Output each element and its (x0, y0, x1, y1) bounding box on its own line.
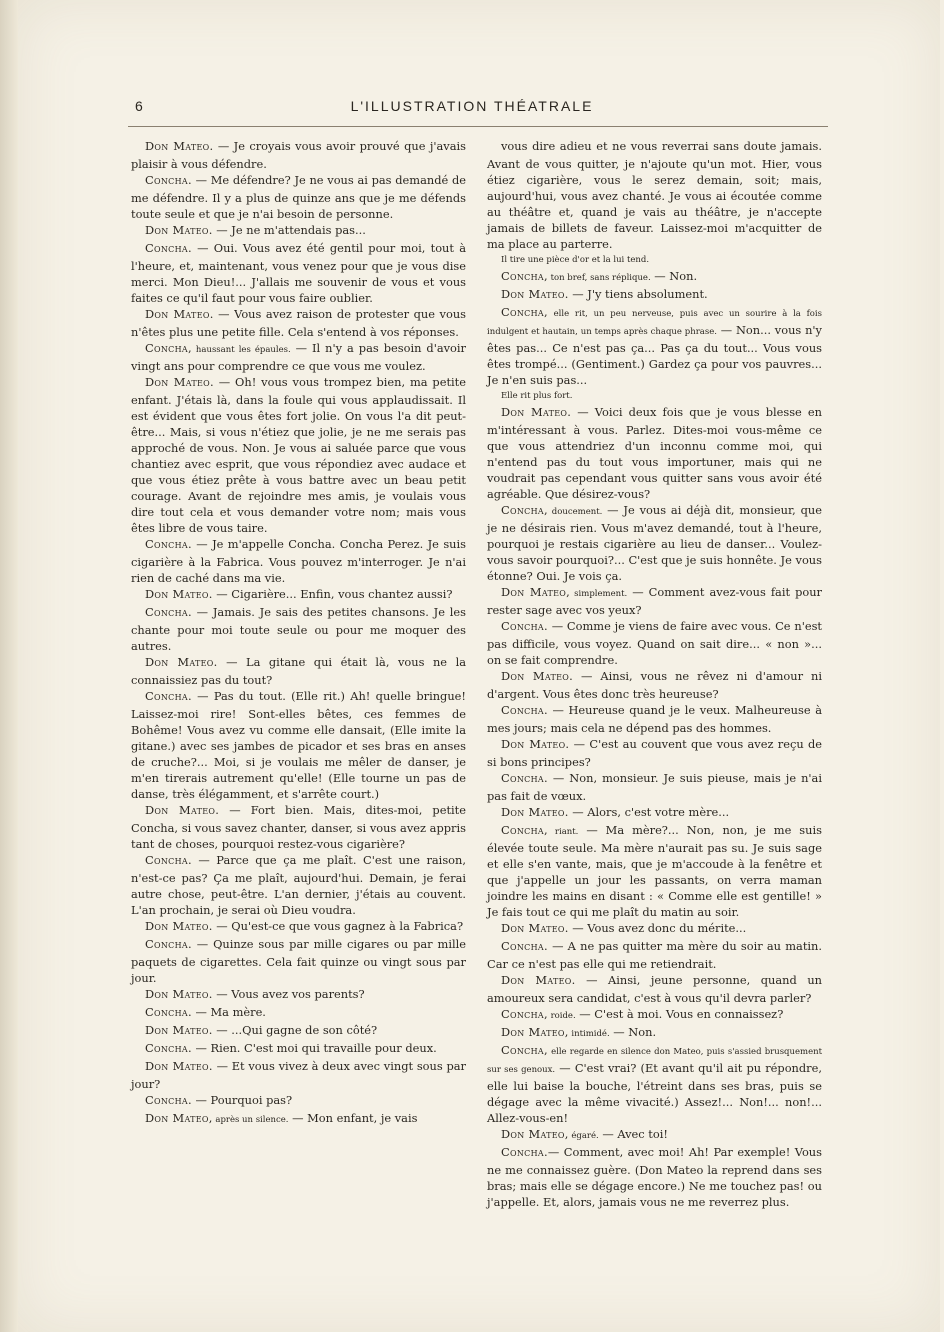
speaker-name: Concha, (145, 341, 192, 355)
speaker-name: Don Mateo. (145, 919, 213, 933)
speaker-name: Don Mateo, (501, 1025, 569, 1039)
dialogue-text: — Non... vous n'y êtes pas... Ce n'est pas ça... Pas ça du tout... Vous vous êtes trompé... (Gentiment.) Gardez ça pour vos pauvres... Je n'en suis pas... (487, 323, 822, 387)
speaker-name: Don Mateo. (145, 1059, 213, 1073)
speaker-name: Concha. (145, 937, 192, 951)
dialogue-text: — Voici deux fois que je vous blesse en m'intéressant à vous. Parlez. Dites-moi vous-même ce que vous attendriez d'un inconnu comme moi, qui n'entend pas du tout vous importuner, mais qui ne voudrait pas cependant vous quitter sans vous avoir été agréable. Que désirez-vous? (487, 405, 822, 501)
dialogue-text: — ...Qui gagne de son côté? (212, 1023, 378, 1037)
stage-direction: haussant les épaules. (191, 345, 291, 355)
dialogue-line (487, 286, 822, 304)
dialogue-text: — Oh! vous vous trompez bien, ma petite enfant. J'étais là, dans la foule qui vous applaudissait. Il est évident que vous êtes fort jolie. On vous l'a dit peut-être... Mais, si vous n'étiez que jolie, je ne me serais pas approché de vous. Non. Je vous ai saluée parce que vous chantiez avec esprit, que vous répondiez avec audace et que vous étiez prête à vous battre avec un beau petit courage. Avant de rejoindre mes amis, je voulais vous dire tout cela et vous demander votre nom; mais vous êtes libre de vous taire. (131, 375, 466, 535)
dialogue-text: — J'y tiens absolument. (568, 287, 708, 301)
speaker-name: Don Mateo. (501, 669, 574, 683)
speaker-name: Concha, (501, 1007, 548, 1021)
stage-direction: doucement. (547, 507, 603, 517)
dialogue-text: — Qu'est-ce que vous gagnez à la Fabrica? (212, 919, 464, 933)
dialogue-line (131, 1110, 466, 1128)
speaker-name: Concha. (145, 173, 192, 187)
speaker-name: Don Mateo. (145, 655, 218, 669)
dialogue-line (487, 268, 822, 286)
dialogue-line (131, 688, 466, 802)
speaker-name: Concha. (501, 703, 548, 717)
stage-direction: elle regarde en silence don Mateo, puis s'assied brusquement sur ses genoux. (487, 1047, 822, 1075)
stage-direction: ton bref, sans réplique. (547, 273, 651, 283)
dialogue-text: — Rien. C'est moi qui travaille pour deux. (191, 1041, 437, 1055)
dialogue-text: — Pas du tout. (Elle rit.) Ah! quelle bringue! Laissez-moi rire! Sont-elles bêtes, ces femmes de Bohême! Vous avez vu comme elle dansait, (Elle imite la gitane.) avec ses jambes de picador et ses bras en anses de cruche?... Moi, si je voulais me mêler de danser, je m'en tirerais autrement qu'elle! (Elle tourne un pas de danse, très élégamment, et s'arrête court.) (131, 689, 466, 801)
dialogue-text: — Non. (650, 269, 698, 283)
dialogue-text: vous dire adieu et ne vous reverrai sans doute jamais. Avant de vous quitter, je n'ajoute qu'un mot. Hier, vous étiez cigarière, vous le serez demain, soit; mais, aujourd'hui, vous avez chanté. Je vous ai écoutée comme au théâtre et, quand je vais au théâtre, je n'accepte jamais de billets de faveur. Laissez-moi m'acquitter de ma place au parterre. (487, 139, 822, 251)
dialogue-line (131, 986, 466, 1004)
speaker-name: Don Mateo, (501, 1127, 569, 1141)
dialogue-text: — Oui. Vous avez été gentil pour moi, tout à l'heure, et, maintenant, vous venez pour que je vous dise merci. Mon Dieu!... J'allais me souvenir de vous et vous faites ce qu'il faut pour vous faire oublier. (131, 241, 466, 305)
dialogue-line (131, 138, 466, 172)
speaker-name: Concha, (501, 503, 548, 517)
speaker-name: Concha. (145, 605, 192, 619)
dialogue-text: — La gitane qui était là, vous ne la connaissiez pas du tout? (131, 655, 467, 687)
dialogue-text: — Mon enfant, je vais (288, 1111, 418, 1125)
dialogue-line (131, 918, 466, 936)
speaker-name: Concha. (145, 853, 192, 867)
speaker-name: Don Mateo. (145, 803, 220, 817)
speaker-name: Don Mateo. (145, 223, 213, 237)
speaker-name: Don Mateo. (501, 287, 569, 301)
speaker-name: Don Mateo. (501, 405, 572, 419)
dialogue-text: — Je m'appelle Concha. Concha Perez. Je suis cigarière à la Fabrica. Vous pouvez m'interroger. Je n'ai rien de caché dans ma vie. (131, 537, 466, 585)
stage-direction: elle rit, un peu nerveuse, puis avec un sourire à la fois indulgent et hautain, un temps après chaque phrase. (487, 309, 822, 337)
speaker-name: Don Mateo. (145, 1023, 213, 1037)
dialogue-line (487, 736, 822, 770)
speaker-name: Don Mateo. (501, 973, 576, 987)
journal-title: L'ILLUSTRATION THÉATRALE (350, 98, 594, 114)
dialogue-line (487, 1024, 822, 1042)
dialogue-line (131, 1022, 466, 1040)
dialogue-line (131, 1092, 466, 1110)
speaker-name: Concha. (145, 1041, 192, 1055)
dialogue-text: — Ainsi, jeune personne, quand un amoureux sera candidat, c'est à vous qu'il devra parler? (487, 973, 822, 1005)
dialogue-line (131, 654, 466, 688)
speaker-name: Don Mateo. (501, 737, 570, 751)
dialogue-line (487, 404, 822, 502)
dialogue-line (131, 240, 466, 306)
dialogue-text: — Non, monsieur. Je suis pieuse, mais je n'ai pas fait de vœux. (487, 771, 822, 803)
speaker-name: Concha. (501, 1145, 548, 1159)
speaker-name: Concha, (501, 305, 548, 319)
speaker-name: Don Mateo. (145, 307, 214, 321)
dialogue-line (487, 804, 822, 822)
speaker-name: Concha, (501, 1043, 548, 1057)
dialogue-line (131, 852, 466, 918)
dialogue-text: — Et vous vivez à deux avec vingt sous par jour? (131, 1059, 466, 1091)
stage-direction: riant. (547, 827, 579, 837)
left-column (131, 138, 466, 1128)
speaker-name: Concha. (145, 537, 192, 551)
stage-direction-text: Elle rit plus fort. (501, 391, 573, 401)
dialogue-text: — Comment avez-vous fait pour rester sage avec vos yeux? (487, 585, 822, 617)
stage-direction-line (487, 389, 822, 403)
page-header (0, 98, 944, 120)
dialogue-line (131, 802, 466, 852)
dialogue-text: — Vous avez donc du mérite... (568, 921, 747, 935)
speaker-name: Concha. (501, 939, 548, 953)
stage-direction: intimidé. (568, 1029, 610, 1039)
dialogue-line (131, 586, 466, 604)
dialogue-line (131, 374, 466, 536)
dialogue-text: — Parce que ça me plaît. C'est une raison, n'est-ce pas? Ça me plaît, aujourd'hui. Demain, je ferai autre chose, peut-être. L'an dernier, j'étais au couvent. L'an prochain, je serai où Dieu voudra. (131, 853, 466, 917)
stage-direction: après un silence. (212, 1115, 289, 1125)
dialogue-line (487, 584, 822, 618)
dialogue-line (487, 938, 822, 972)
speaker-name: Don Mateo. (145, 587, 213, 601)
dialogue-text: — Fort bien. Mais, dites-moi, petite Concha, si vous savez chanter, danser, si vous avez appris tant de choses, pourquoi restez-vous cigarière? (131, 803, 467, 851)
speaker-name: Don Mateo. (501, 805, 569, 819)
speaker-name: Concha, (501, 823, 548, 837)
dialogue-text: — Vous avez vos parents? (212, 987, 365, 1001)
dialogue-text: — Me défendre? Je ne vous ai pas demandé de me défendre. Il y a plus de quinze ans que je me défends toute seule et que je n'ai besoin de personne. (131, 173, 466, 221)
dialogue-line (487, 618, 822, 668)
dialogue-text: — C'est vrai? (Et avant qu'il ait pu répondre, elle lui baise la bouche, l'étreint dans ses bras, puis se dégage avec la même vivacité.) Assez!... Non!... non!... Allez-vous-en! (487, 1061, 822, 1125)
dialogue-text: — Avec toi! (598, 1127, 668, 1141)
dialogue-text: — Jamais. Je sais des petites chansons. Je les chante pour moi toute seule ou pour me moquer des autres. (131, 605, 466, 653)
dialogue-text: — Alors, c'est votre mère... (568, 805, 730, 819)
dialogue-line (487, 1042, 822, 1126)
speaker-name: Concha. (501, 619, 548, 633)
dialogue-text: — Ainsi, vous ne rêvez ni d'amour ni d'argent. Vous êtes donc très heureuse? (487, 669, 823, 701)
dialogue-line (487, 1144, 822, 1210)
speaker-name: Don Mateo. (145, 987, 213, 1001)
dialogue-line (131, 306, 466, 340)
dialogue-text: — Non. (609, 1025, 657, 1039)
dialogue-line (487, 304, 822, 388)
dialogue-text: — Heureuse quand je le veux. Malheureuse à mes jours; mais cela ne dépend pas des hommes. (487, 703, 822, 735)
speaker-name: Concha. (145, 241, 192, 255)
stage-direction: roide. (547, 1011, 576, 1021)
dialogue-line (487, 668, 822, 702)
speaker-name: Don Mateo. (145, 375, 214, 389)
dialogue-text: — Ma mère?... Non, non, je me suis élevée toute seule. Ma mère n'aurait pas su. Je suis sage et elle s'en vante, mais, que je m'accoude à la fenêtre et que j'appelle un jour les passants, on verra maman joindre les mains en disant : « Comme elle est gentille! » Je fais tout ce qui me plaît du matin au soir. (487, 823, 822, 919)
dialogue-line (487, 502, 822, 584)
dialogue-text: — Ma mère. (191, 1005, 266, 1019)
speaker-name: Concha. (145, 1093, 192, 1107)
dialogue-line (487, 972, 822, 1006)
speaker-name: Don Mateo. (145, 139, 214, 153)
stage-direction-line (487, 253, 822, 267)
dialogue-line (131, 1004, 466, 1022)
dialogue-line (487, 1006, 822, 1024)
speaker-name: Concha. (145, 689, 192, 703)
stage-direction: simplement. (570, 589, 628, 599)
dialogue-text: — Quinze sous par mille cigares ou par mille paquets de cigarettes. Cela fait quinze ou vingt sous par jour. (131, 937, 466, 985)
dialogue-line (131, 222, 466, 240)
dialogue-text: — Je ne m'attendais pas... (212, 223, 366, 237)
page-edge (0, 0, 18, 1332)
dialogue-line (131, 1058, 466, 1092)
dialogue-line (131, 1040, 466, 1058)
dialogue-line (487, 920, 822, 938)
speaker-name: Concha, (501, 269, 548, 283)
stage-direction: égaré. (568, 1131, 599, 1141)
dialogue-text: — C'est au couvent que vous avez reçu de si bons principes? (487, 737, 822, 769)
dialogue-line (487, 702, 822, 736)
dialogue-line (487, 138, 822, 252)
dialogue-line (131, 936, 466, 986)
dialogue-text: — Vous avez raison de protester que vous n'êtes plus une petite fille. Cela s'entend à vos réponses. (131, 307, 467, 339)
speaker-name: Concha. (145, 1005, 192, 1019)
speaker-name: Concha. (501, 771, 548, 785)
dialogue-line (131, 604, 466, 654)
dialogue-text: — Je vous ai déjà dit, monsieur, que je ne désirais rien. Vous m'avez demandé, tout à l'heure, pourquoi je restais cigarière au lieu de danser... Voulez-vous savoir pourquoi?... C'est que je suis honnête. Je vous étonne? Oui. Je vois ça. (487, 503, 822, 583)
dialogue-text: — Comment, avec moi! Ah! Par exemple! Vous ne me connaissez guère. (Don Mateo la reprend dans ses bras; mais elle se dégage encore.) Ne me touchez pas! ou j'appelle. Et, alors, jamais vous ne me reverrez plus. (487, 1145, 822, 1209)
right-column (487, 138, 822, 1210)
dialogue-line (131, 536, 466, 586)
dialogue-line (131, 340, 466, 374)
dialogue-line (487, 1126, 822, 1144)
dialogue-line (487, 822, 822, 920)
dialogue-text: — Pourquoi pas? (191, 1093, 293, 1107)
page-number: 6 (135, 98, 143, 114)
dialogue-text: — Je croyais vous avoir prouvé que j'avais plaisir à vous défendre. (131, 139, 466, 171)
stage-direction-text: Il tire une pièce d'or et la lui tend. (501, 255, 650, 265)
dialogue-text: — A ne pas quitter ma mère du soir au matin. Car ce n'est pas elle qui me retiendrait. (487, 939, 822, 971)
dialogue-text: — Cigarière... Enfin, vous chantez aussi? (212, 587, 453, 601)
dialogue-line (487, 770, 822, 804)
speaker-name: Don Mateo, (501, 585, 571, 599)
header-rule (128, 126, 828, 127)
dialogue-line (131, 172, 466, 222)
speaker-name: Don Mateo. (501, 921, 569, 935)
speaker-name: Don Mateo, (145, 1111, 213, 1125)
dialogue-text: — C'est à moi. Vous en connaissez? (575, 1007, 784, 1021)
dialogue-text: — Comme je viens de faire avec vous. Ce n'est pas difficile, vous voyez. Quand on sait dire... « non »... on se fait comprendre. (487, 619, 822, 667)
dialogue-text: — Il n'y a pas besoin d'avoir vingt ans pour comprendre ce que vous me voulez. (131, 341, 466, 373)
